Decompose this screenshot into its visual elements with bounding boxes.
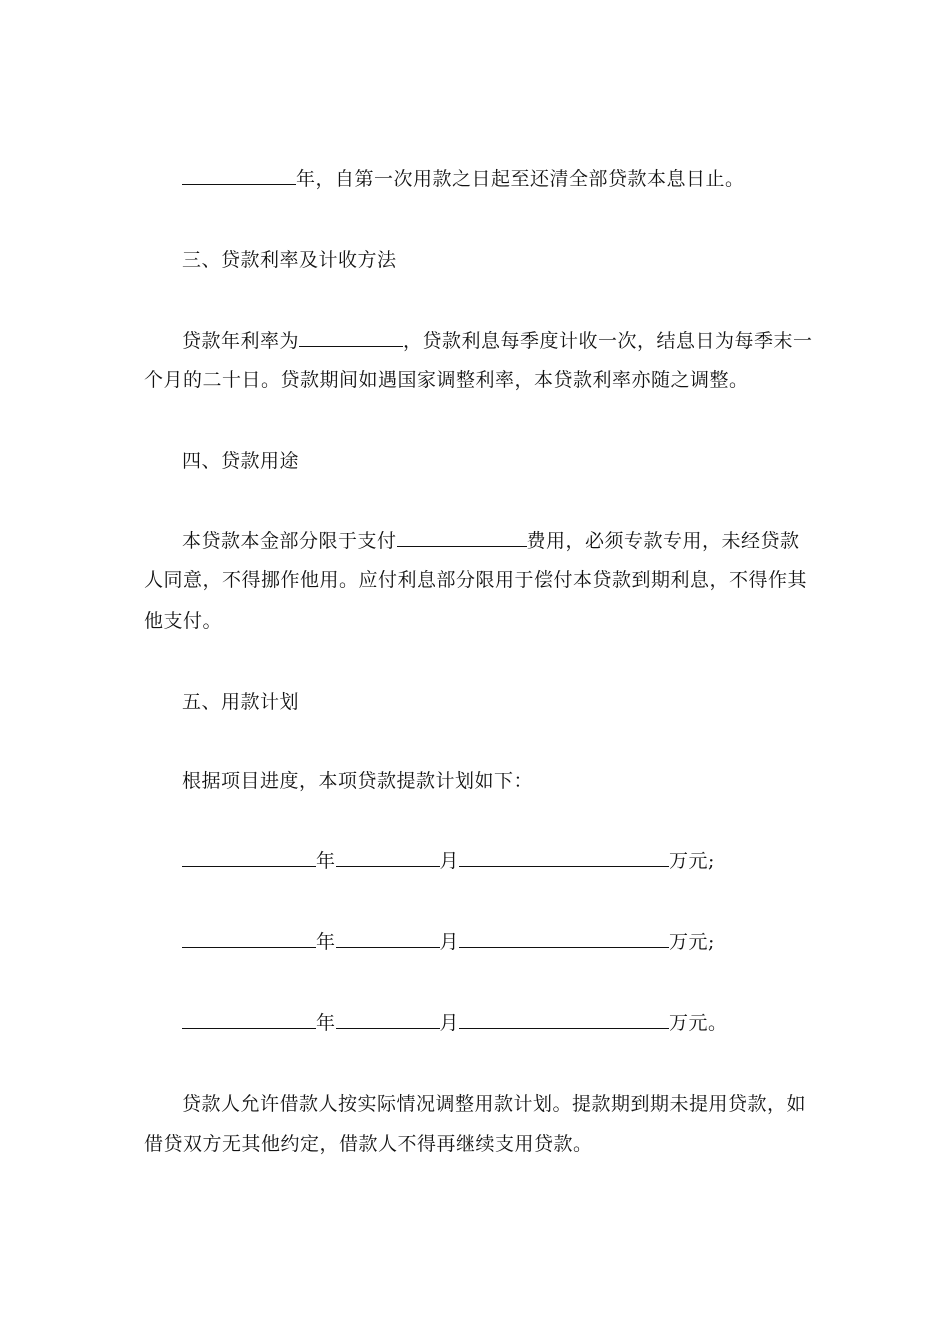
loan-purpose-line3: 他支付。 (144, 610, 223, 632)
year-label: 年 (316, 931, 336, 953)
loan-purpose-blank[interactable] (397, 528, 527, 547)
amount-blank[interactable] (459, 929, 669, 948)
amount-label: 万元。 (669, 1012, 728, 1034)
month-blank[interactable] (336, 1010, 440, 1029)
term-text: 年，自第一次用款之日起至还清全部贷款本息日止。 (296, 168, 745, 190)
loan-purpose-line1 (182, 528, 800, 553)
loan-purpose-suffix: 费用，必须专款专用，未经贷款 (526, 530, 800, 552)
year-blank[interactable] (182, 929, 316, 948)
term-blank[interactable] (182, 166, 296, 185)
amount-blank[interactable] (459, 1010, 669, 1029)
loan-purpose-prefix: 本贷款本金部分限于支付 (182, 530, 397, 552)
drawdown-intro: 根据项目进度，本项贷款提款计划如下： (182, 770, 534, 792)
interest-rate-line1 (182, 328, 813, 353)
month-label: 月 (439, 850, 460, 872)
amount-label: 万元; (669, 931, 715, 953)
closing-line1: 贷款人允许借款人按实际情况调整用款计划。提款期到期未提用贷款，如 (182, 1093, 807, 1115)
month-blank[interactable] (336, 929, 440, 948)
interest-rate-blank[interactable] (299, 328, 403, 347)
interest-rate-prefix: 贷款年利率为 (182, 330, 300, 352)
loan-purpose-line2: 人同意，不得挪作他用。应付利息部分限用于偿付本贷款到期利息，不得作其 (144, 569, 808, 591)
drawdown-row (182, 1010, 728, 1035)
year-blank[interactable] (182, 1010, 316, 1029)
drawdown-row (182, 929, 715, 954)
closing-line2: 借贷双方无其他约定，借款人不得再继续支用贷款。 (144, 1133, 593, 1155)
interest-rate-suffix: ，贷款利息每季度计收一次，结息日为每季末一 (403, 330, 813, 352)
month-label: 月 (439, 931, 460, 953)
year-label: 年 (316, 1012, 336, 1034)
interest-rate-line2: 个月的二十日。贷款期间如遇国家调整利率，本贷款利率亦随之调整。 (144, 369, 749, 391)
year-blank[interactable] (182, 848, 316, 867)
section4-heading: 四、贷款用途 (182, 450, 300, 472)
amount-label: 万元; (669, 850, 715, 872)
loan-term-line (182, 166, 745, 191)
month-label: 月 (439, 1012, 460, 1034)
year-label: 年 (316, 850, 336, 872)
drawdown-row (182, 848, 715, 873)
month-blank[interactable] (336, 848, 440, 867)
section3-heading: 三、贷款利率及计收方法 (182, 249, 397, 271)
amount-blank[interactable] (459, 848, 669, 867)
section5-heading: 五、用款计划 (182, 691, 300, 713)
